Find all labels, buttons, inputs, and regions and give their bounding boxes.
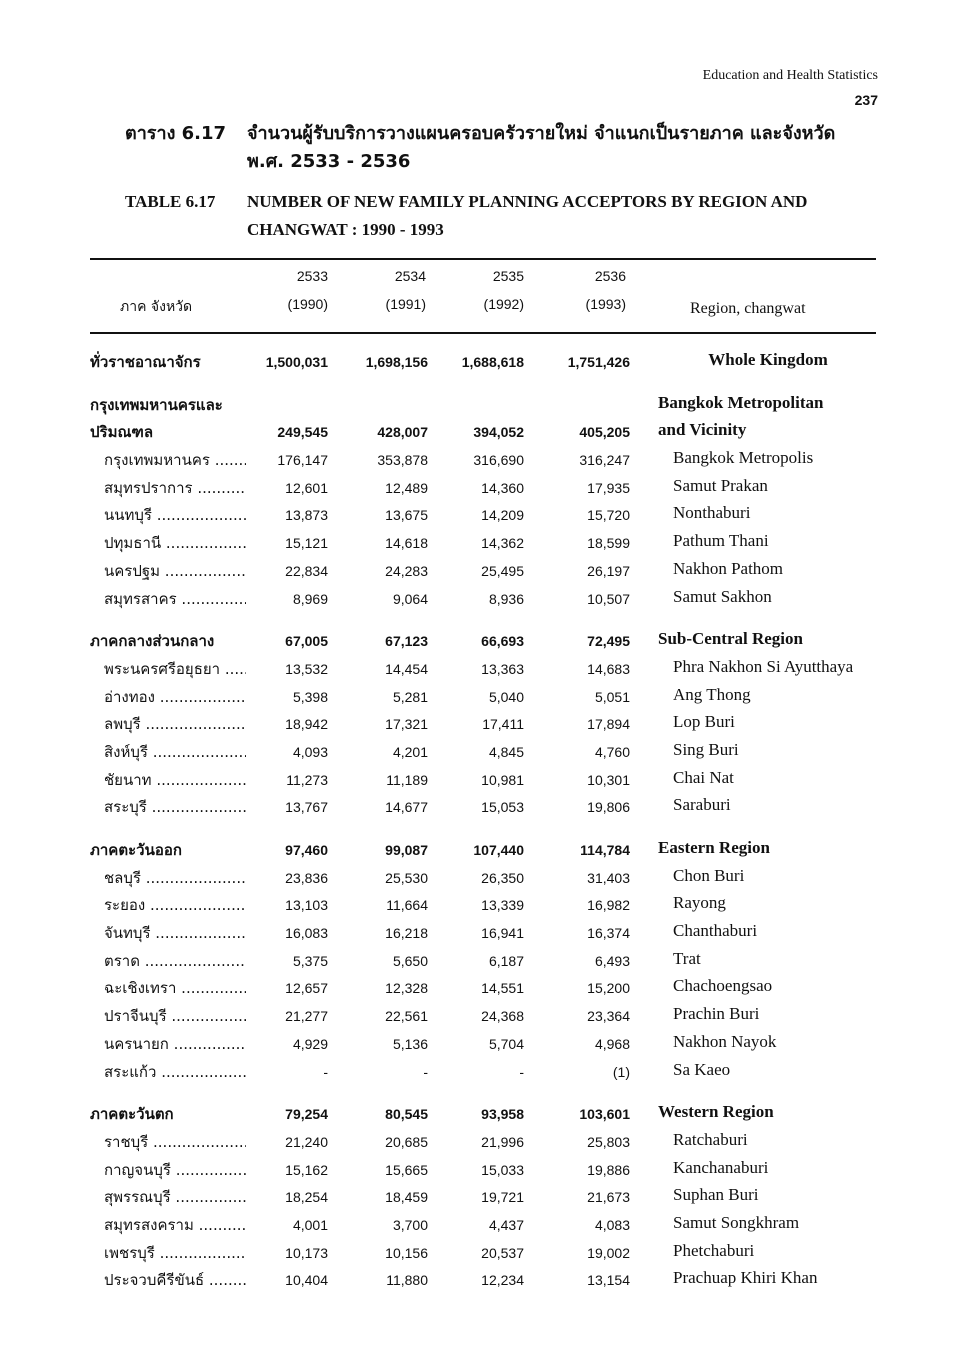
- row-label-english: Eastern Region: [658, 838, 770, 857]
- value-cell-4: 19,886: [587, 1161, 630, 1178]
- year-header-1990: [268, 268, 328, 312]
- value-cell-3: 13,339: [481, 897, 524, 914]
- row-label-english: Rayong: [673, 893, 726, 913]
- year-be: 2536: [594, 268, 626, 284]
- value-cell-1: 79,254: [285, 1106, 328, 1123]
- value-cell-4: 72,495: [587, 633, 630, 650]
- value-cell-3: 14,551: [481, 980, 524, 997]
- row-label-english: Pathum Thani: [673, 531, 769, 551]
- value-cell-1: 4,001: [292, 1216, 328, 1233]
- value-cell-3: 16,941: [481, 925, 524, 942]
- table-row: [90, 866, 876, 894]
- table-row: [90, 1158, 876, 1186]
- year-ce: (1990): [287, 296, 328, 312]
- title-spacer: [125, 176, 885, 188]
- value-cell-4: 14,683: [587, 660, 630, 677]
- value-cell-1: 21,240: [285, 1133, 328, 1150]
- row-label-english: Phetchaburi: [673, 1240, 755, 1260]
- value-cell-1: 13,103: [285, 897, 328, 914]
- value-cell-3: 14,362: [481, 535, 524, 552]
- table-row: [90, 1185, 876, 1213]
- row-label-thai: กรุงเทพมหานคร .....: [90, 448, 246, 472]
- row-label-english: Nakhon Pathom: [673, 558, 784, 578]
- row-label-thai: จันทบุรี .....: [90, 921, 246, 945]
- row-label-english: Saraburi: [673, 795, 731, 815]
- value-cell-4: 6,493: [594, 952, 630, 969]
- value-cell-3: -: [519, 1063, 524, 1080]
- row-label-thai: ภาคตะวันตก: [90, 1105, 174, 1124]
- value-cell-3: 4,437: [488, 1216, 524, 1233]
- value-cell-3: 107,440: [473, 842, 524, 858]
- value-cell-1: 5,375: [292, 952, 328, 969]
- value-cell-1: 13,767: [285, 799, 328, 816]
- thai-table-label: ตาราง 6.17: [125, 123, 227, 144]
- value-cell-1: 13,873: [285, 507, 328, 524]
- row-label-thai: สมุทรสาคร .....: [90, 587, 246, 611]
- year-be: 2534: [394, 268, 426, 284]
- value-cell-2: 14,618: [385, 535, 428, 552]
- table-row: [90, 740, 876, 768]
- row-label-english: Suphan Buri: [673, 1185, 759, 1205]
- row-label-thai: ทั่วราชอาณาจักร: [90, 353, 201, 371]
- table-row: [90, 448, 876, 476]
- row-label-thai: กาญจนบุรี .....: [90, 1158, 246, 1182]
- value-cell-2: 13,675: [385, 507, 428, 524]
- value-cell-4: (1): [612, 1063, 630, 1080]
- table-row: [90, 921, 876, 949]
- table-title: [125, 120, 885, 244]
- value-cell-1: 10,173: [285, 1244, 328, 1261]
- value-cell-3: 20,537: [481, 1244, 524, 1261]
- value-cell-1: 21,277: [285, 1008, 328, 1025]
- value-cell-1: 249,545: [277, 424, 328, 441]
- year-ce: (1992): [483, 296, 524, 312]
- value-cell-4: 17,935: [587, 479, 630, 496]
- year-be: 2533: [296, 268, 328, 284]
- value-cell-1: 1,500,031: [265, 354, 328, 370]
- value-cell-4: 15,720: [587, 507, 630, 524]
- value-cell-4: 17,894: [587, 716, 630, 733]
- value-cell-2: 67,123: [385, 633, 428, 650]
- year-be: 2535: [492, 268, 524, 284]
- row-label-thai: สมุทรปราการ .....: [90, 476, 246, 500]
- value-cell-1: 10,404: [285, 1272, 328, 1289]
- year-header-1993: [566, 268, 626, 312]
- table-row: [90, 1130, 876, 1158]
- value-cell-2: 5,650: [392, 952, 428, 969]
- row-label-english: Samut Songkhram: [673, 1212, 800, 1232]
- value-cell-1: 8,969: [292, 590, 328, 607]
- row-label-thai: สมุทรสงคราม .....: [90, 1213, 246, 1237]
- value-cell-3: 25,495: [481, 562, 524, 579]
- page-number: 237: [854, 92, 878, 108]
- value-cell-3: 13,363: [481, 660, 524, 677]
- row-label-english: Sub-Central Region: [658, 629, 803, 649]
- value-cell-4: 26,197: [587, 562, 630, 579]
- thai-title-row: [125, 120, 885, 148]
- value-cell-2: 14,454: [385, 660, 428, 677]
- column-header: [90, 268, 876, 328]
- value-cell-4: 114,784: [580, 842, 630, 858]
- row-label-thai: ประจวบคีรีขันธ์ .....: [90, 1268, 246, 1292]
- row-label-english: Chanthaburi: [673, 921, 758, 941]
- value-cell-1: -: [323, 1063, 328, 1080]
- region-header-thai: ภาค จังหวัด: [120, 299, 193, 315]
- value-cell-1: 15,121: [285, 535, 328, 552]
- table-row: [90, 629, 876, 657]
- row-label-english: Sa Kaeo: [673, 1059, 731, 1079]
- value-cell-4: 13,154: [587, 1272, 630, 1289]
- row-label-thai: ตราด .....: [90, 949, 246, 973]
- row-label-english: Whole Kingdom: [708, 350, 828, 369]
- table-row: [90, 1268, 876, 1296]
- value-cell-3: 15,053: [481, 799, 524, 816]
- value-cell-4: 103,601: [579, 1106, 630, 1123]
- year-ce: (1993): [585, 296, 626, 312]
- row-label-english: Lop Buri: [673, 712, 735, 732]
- thai-title-row-2: [125, 148, 885, 176]
- value-cell-4: 19,002: [587, 1244, 630, 1261]
- table-row: [90, 587, 876, 615]
- value-cell-4: 25,803: [587, 1133, 630, 1150]
- value-cell-1: 18,942: [285, 716, 328, 733]
- row-label-thai: ฉะเชิงเทรา .....: [90, 976, 246, 1000]
- value-cell-3: 21,996: [481, 1133, 524, 1150]
- table-row: [90, 503, 876, 531]
- value-cell-4: 10,301: [587, 771, 630, 788]
- value-cell-2: 353,878: [377, 452, 428, 469]
- value-cell-2: 4,201: [392, 743, 428, 760]
- value-cell-4: 10,507: [587, 590, 630, 607]
- value-cell-4: 405,205: [579, 424, 630, 441]
- row-label-english: Nakhon Nayok: [673, 1031, 777, 1051]
- value-cell-2: 1,698,156: [365, 354, 428, 370]
- value-cell-4: 316,247: [579, 452, 630, 469]
- row-label-thai: นครนายก .....: [90, 1032, 246, 1056]
- row-label-english: Western Region: [658, 1102, 774, 1122]
- value-cell-3: 5,704: [488, 1035, 524, 1052]
- value-cell-1: 5,398: [292, 688, 328, 705]
- value-cell-3: 6,187: [488, 952, 524, 969]
- row-label-thai: ปราจีนบุรี .....: [90, 1004, 246, 1028]
- value-cell-1: 97,460: [285, 842, 328, 858]
- row-label-english: Sing Buri: [673, 739, 739, 759]
- table-row: [90, 559, 876, 587]
- row-label-english: Phra Nakhon Si Ayutthaya: [673, 656, 854, 676]
- year-header-1992: [462, 268, 524, 312]
- row-label-english: Nonthaburi: [673, 503, 751, 523]
- value-cell-3: 10,981: [481, 771, 524, 788]
- value-cell-2: 5,136: [392, 1035, 428, 1052]
- value-cell-2: 14,677: [385, 799, 428, 816]
- english-title-row-2: [125, 216, 885, 244]
- row-label-english: Ang Thong: [673, 684, 751, 704]
- table-row: [90, 1241, 876, 1269]
- row-label-thai: ภาคกลางส่วนกลาง: [90, 632, 215, 651]
- running-header: Education and Health Statistics: [702, 68, 878, 83]
- table-row: [90, 893, 876, 921]
- value-cell-1: 12,657: [285, 980, 328, 997]
- row-label-english: Kanchanaburi: [673, 1157, 769, 1177]
- value-cell-2: 25,530: [385, 869, 428, 886]
- table-body: [90, 350, 876, 1296]
- table-row: [90, 1032, 876, 1060]
- value-cell-4: 5,051: [594, 688, 630, 705]
- value-cell-2: 80,545: [385, 1106, 428, 1123]
- value-cell-1: 4,093: [292, 743, 328, 760]
- value-cell-1: 22,834: [285, 562, 328, 579]
- value-cell-2: 5,281: [392, 688, 428, 705]
- value-cell-2: 20,685: [385, 1133, 428, 1150]
- value-cell-2: -: [423, 1063, 428, 1080]
- english-title-row: [125, 188, 885, 216]
- value-cell-2: 428,007: [377, 424, 428, 441]
- row-label-thai: สุพรรณบุรี .....: [90, 1185, 246, 1209]
- value-cell-2: 17,321: [385, 716, 428, 733]
- value-cell-2: 11,189: [386, 771, 428, 788]
- row-label-thai: ชลบุรี .....: [90, 866, 246, 890]
- row-label-english: Chai Nat: [673, 767, 734, 787]
- value-cell-4: 4,083: [594, 1216, 630, 1233]
- value-cell-2: 12,328: [385, 980, 428, 997]
- value-cell-3: 12,234: [481, 1272, 524, 1289]
- value-cell-3: 1,688,618: [461, 354, 524, 370]
- value-cell-1: 23,836: [285, 869, 328, 886]
- row-label-thai: พระนครศรีอยุธยา .....: [90, 657, 246, 681]
- value-cell-3: 8,936: [488, 590, 524, 607]
- value-cell-2: 12,489: [385, 479, 428, 496]
- value-cell-4: 15,200: [587, 980, 630, 997]
- english-title-line1: NUMBER OF NEW FAMILY PLANNING ACCEPTORS BY REGION AND: [247, 192, 808, 211]
- row-label-thai: สิงห์บุรี .....: [90, 740, 246, 764]
- value-cell-2: 22,561: [385, 1008, 428, 1025]
- value-cell-4: 16,374: [587, 925, 630, 942]
- value-cell-4: 18,599: [587, 535, 630, 552]
- value-cell-2: 24,283: [385, 562, 428, 579]
- table-row: [90, 350, 876, 378]
- value-cell-3: 26,350: [481, 869, 524, 886]
- row-label-thai: สระแก้ว .....: [90, 1060, 246, 1084]
- table-row: [90, 795, 876, 823]
- value-cell-2: 11,664: [386, 897, 428, 914]
- table-row: [90, 1004, 876, 1032]
- value-cell-3: 17,411: [482, 716, 524, 733]
- table-row: [90, 712, 876, 740]
- row-label-english: Bangkok Metropolitan: [658, 392, 824, 412]
- value-cell-2: 3,700: [392, 1216, 428, 1233]
- english-table-label: TABLE 6.17: [125, 192, 216, 211]
- row-label-english: Prachuap Khiri Khan: [673, 1268, 818, 1288]
- value-cell-3: 394,052: [473, 424, 524, 441]
- table-row: [90, 976, 876, 1004]
- table-row: [90, 1102, 876, 1130]
- value-cell-3: 5,040: [488, 688, 524, 705]
- table-row: [90, 1213, 876, 1241]
- value-cell-1: 18,254: [285, 1189, 328, 1206]
- value-cell-4: 19,806: [587, 799, 630, 816]
- table-row: [90, 685, 876, 713]
- table-row: [90, 838, 876, 866]
- value-cell-3: 93,958: [481, 1106, 524, 1123]
- value-cell-4: 4,760: [594, 743, 630, 760]
- value-cell-4: 16,982: [587, 897, 630, 914]
- value-cell-4: 23,364: [587, 1008, 630, 1025]
- value-cell-1: 12,601: [285, 479, 328, 496]
- row-label-thai: สระบุรี .....: [90, 795, 246, 819]
- table-row: [90, 1060, 876, 1088]
- row-label-thai: อ่างทอง .....: [90, 685, 246, 709]
- table-top-rule: [90, 258, 876, 260]
- row-label-english: Chachoengsao: [673, 976, 773, 996]
- value-cell-2: 10,156: [385, 1244, 428, 1261]
- value-cell-4: 4,968: [594, 1035, 630, 1052]
- table-row: [90, 657, 876, 685]
- value-cell-3: 316,690: [473, 452, 524, 469]
- row-label-thai: กรุงเทพมหานครและ: [90, 395, 223, 414]
- year-header-1991: [366, 268, 426, 312]
- value-cell-3: 14,209: [481, 507, 524, 524]
- row-label-english: Ratchaburi: [673, 1129, 748, 1149]
- value-cell-1: 13,532: [285, 660, 328, 677]
- value-cell-1: 4,929: [292, 1035, 328, 1052]
- value-cell-1: 11,273: [286, 771, 328, 788]
- value-cell-3: 19,721: [481, 1189, 524, 1206]
- value-cell-2: 99,087: [385, 842, 428, 858]
- row-label-thai: ชัยนาท .....: [90, 768, 246, 792]
- row-label-english: and Vicinity: [658, 420, 747, 440]
- row-label-english: Prachin Buri: [673, 1004, 760, 1024]
- table-row: [90, 476, 876, 504]
- thai-title-line1: จำนวนผู้รับบริการวางแผนครอบครัวรายใหม่ จำแนกเป็นรายภาค และจังหวัด: [247, 123, 836, 144]
- region-header-english: Region, changwat: [690, 300, 806, 317]
- value-cell-4: 21,673: [587, 1189, 630, 1206]
- value-cell-2: 11,880: [386, 1272, 428, 1289]
- year-ce: (1991): [385, 296, 426, 312]
- value-cell-2: 15,665: [385, 1161, 428, 1178]
- row-label-english: Samut Prakan: [673, 475, 768, 495]
- value-cell-3: 66,693: [481, 633, 524, 650]
- row-label-thai: นครปฐม .....: [90, 559, 246, 583]
- table-row: [90, 949, 876, 977]
- value-cell-3: 24,368: [481, 1008, 524, 1025]
- thai-title-line2: พ.ศ. 2533 - 2536: [247, 151, 411, 172]
- value-cell-2: 18,459: [385, 1189, 428, 1206]
- table-row: [90, 393, 876, 421]
- table-row: [90, 531, 876, 559]
- row-label-thai: ระยอง .....: [90, 893, 246, 917]
- table-row: [90, 768, 876, 796]
- row-label-english: Chon Buri: [673, 865, 745, 885]
- value-cell-4: 1,751,426: [567, 354, 630, 370]
- row-label-thai: ลพบุรี .....: [90, 712, 246, 736]
- table-row: [90, 420, 876, 448]
- table-header-rule: [90, 332, 876, 334]
- row-label-thai: เพชรบุรี .....: [90, 1241, 246, 1265]
- row-label-thai: ภาคตะวันออก: [90, 841, 182, 859]
- row-label-english: Samut Sakhon: [673, 586, 772, 606]
- row-label-english: Trat: [673, 948, 701, 968]
- value-cell-1: 176,147: [277, 452, 328, 469]
- english-title-line2: CHANGWAT : 1990 - 1993: [247, 220, 444, 239]
- value-cell-2: 16,218: [385, 925, 428, 942]
- value-cell-1: 67,005: [285, 633, 328, 650]
- value-cell-2: 9,064: [392, 590, 428, 607]
- row-label-thai: ราชบุรี .....: [90, 1130, 246, 1154]
- value-cell-3: 15,033: [481, 1161, 524, 1178]
- value-cell-1: 16,083: [285, 925, 328, 942]
- value-cell-1: 15,162: [285, 1161, 328, 1178]
- row-label-thai: ปริมณฑล: [90, 423, 154, 442]
- value-cell-3: 14,360: [481, 479, 524, 496]
- row-label-thai: ปทุมธานี .....: [90, 531, 246, 555]
- value-cell-4: 31,403: [587, 869, 630, 886]
- value-cell-3: 4,845: [488, 743, 524, 760]
- row-label-english: Bangkok Metropolis: [673, 448, 814, 468]
- row-label-thai: นนทบุรี .....: [90, 503, 246, 527]
